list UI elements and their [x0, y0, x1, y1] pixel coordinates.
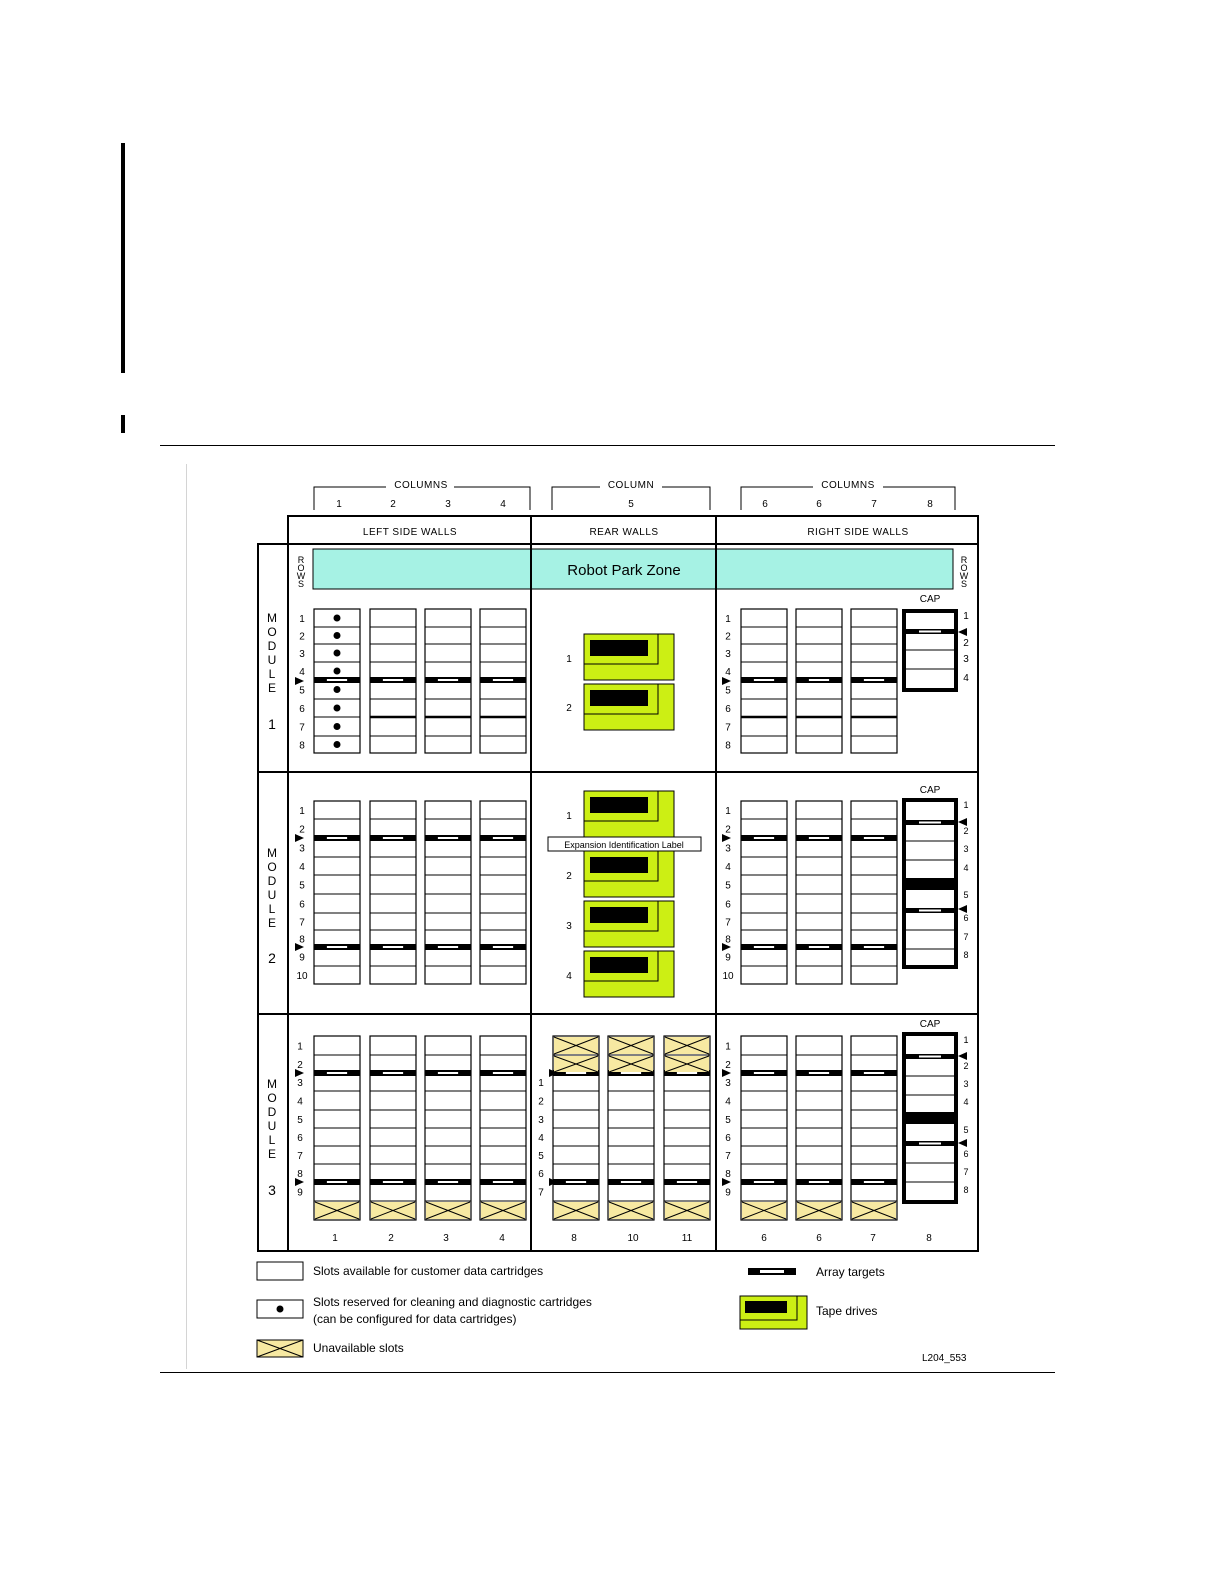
column-group-label: COLUMNS [821, 480, 875, 491]
expansion-label: Expansion Identification Label [564, 840, 684, 850]
row-number: 10 [722, 971, 734, 982]
cap-row-number: 7 [963, 1167, 969, 1177]
row-number: 6 [725, 1133, 731, 1144]
bottom-column-number: 2 [388, 1233, 394, 1244]
rear-row-number: 7 [538, 1187, 544, 1199]
module-label: E [267, 1147, 277, 1161]
array-target-center [919, 1056, 941, 1058]
cap-row-number: 2 [963, 638, 969, 649]
bottom-column-number: 8 [571, 1233, 577, 1244]
cap-row-number: 6 [963, 1149, 969, 1159]
row-number: 9 [725, 952, 731, 964]
bottom-column-number: 3 [443, 1233, 449, 1244]
row-number: 2 [725, 824, 731, 836]
row-number: 5 [725, 880, 731, 892]
wall-header-rear: REAR WALLS [589, 527, 659, 538]
legend-tape-drives-text: Tape drives [816, 1304, 878, 1318]
reserved-slot-dot [334, 668, 341, 675]
module-label: E [267, 681, 277, 695]
row-number: 7 [725, 1151, 731, 1162]
row-number: 3 [297, 1078, 303, 1089]
column-number: 2 [390, 499, 396, 510]
module-label: O [267, 625, 277, 639]
drive-number: 3 [566, 921, 572, 932]
tape-drive-slot [590, 857, 648, 873]
module-label: D [267, 1105, 277, 1119]
module-label: U [267, 888, 277, 902]
row-number: 8 [725, 934, 731, 946]
row-arrow-icon [958, 818, 967, 826]
legend-available-text: Slots available for customer data cartridges [313, 1264, 544, 1278]
reserved-slot-dot [334, 632, 341, 639]
drive-number: 2 [566, 703, 572, 714]
row-number: 2 [297, 1060, 303, 1071]
cap-row-number: 5 [963, 1125, 969, 1135]
row-number: 1 [299, 806, 305, 817]
cap-row-number: 3 [963, 1079, 969, 1089]
array-target-center [754, 837, 774, 839]
array-target-center [809, 1072, 829, 1074]
array-target-center [327, 1072, 347, 1074]
rear-row-number: 2 [538, 1096, 544, 1108]
array-target-center [919, 910, 941, 912]
row-number: 5 [297, 1115, 303, 1126]
column-group-label: COLUMNS [394, 480, 448, 491]
row-arrow-icon [722, 677, 731, 685]
row-number: 1 [725, 1041, 731, 1053]
module-number: 1 [268, 716, 276, 732]
legend-array-targets-text: Array targets [816, 1265, 885, 1279]
array-target-center [327, 679, 347, 681]
array-target-center [493, 946, 513, 948]
reserved-dot-icon [277, 1306, 284, 1313]
array-target-center [493, 1181, 513, 1183]
row-arrow-icon [958, 1052, 967, 1060]
slot-layout [267, 555, 969, 1244]
rear-row-number: 6 [538, 1169, 544, 1180]
array-target-center [919, 822, 941, 824]
slot-column [480, 801, 526, 984]
slot-column [741, 801, 787, 984]
row-number: 7 [299, 917, 305, 929]
reserved-slot-dot [334, 705, 341, 712]
row-number: 8 [725, 740, 731, 752]
drive-number: 2 [566, 871, 572, 882]
rows-label: R [960, 555, 968, 565]
row-number: 5 [725, 1115, 731, 1126]
column-number: 6 [762, 499, 768, 510]
row-number: 10 [296, 971, 308, 982]
cap-label: CAP [919, 594, 941, 605]
module-label: L [268, 902, 276, 916]
rows-label: W [959, 571, 969, 581]
module-label: M [267, 611, 277, 625]
row-number: 6 [297, 1133, 303, 1144]
row-number: 2 [299, 824, 305, 836]
row-number: 9 [297, 1187, 303, 1199]
row-number: 2 [725, 631, 731, 643]
module-number: 2 [268, 950, 276, 966]
row-number: 9 [299, 952, 305, 964]
tape-drive-slot [590, 907, 648, 923]
row-number: 1 [725, 806, 731, 817]
array-target-center [677, 1181, 697, 1183]
array-target-center [754, 1181, 774, 1183]
column-number: 3 [445, 499, 451, 510]
module-label: O [267, 860, 277, 874]
bottom-column-number: 1 [332, 1233, 338, 1244]
row-number: 2 [299, 631, 305, 643]
array-target-center [864, 1181, 884, 1183]
row-number: 5 [299, 685, 305, 697]
row-number: 3 [725, 843, 731, 855]
array-target-center [864, 837, 884, 839]
row-number: 1 [299, 614, 305, 625]
reserved-slot-dot [334, 723, 341, 730]
tape-drive-slot [590, 690, 648, 706]
column-group-left [314, 480, 530, 510]
rear-row-number: 5 [538, 1151, 544, 1162]
cap-row-number: 3 [963, 654, 969, 665]
row-number: 3 [725, 649, 731, 660]
bottom-column-number: 6 [761, 1233, 767, 1244]
row-number: 7 [299, 722, 305, 734]
array-target-center [919, 1143, 941, 1145]
rear-row-number: 1 [538, 1078, 544, 1089]
cap-row-number: 5 [963, 890, 969, 900]
cap-door-divider [904, 878, 956, 890]
array-target-center [438, 1072, 458, 1074]
array-target-center [809, 837, 829, 839]
cap-row-number: 4 [963, 1097, 969, 1107]
module-label: M [267, 846, 277, 860]
array-target-center [327, 837, 347, 839]
array-target-center [493, 837, 513, 839]
reserved-slot-dot [334, 615, 341, 622]
array-target-center [566, 1072, 586, 1074]
legend-available-swatch [257, 1262, 303, 1280]
array-target-center [566, 1181, 586, 1183]
array-target-center [493, 679, 513, 681]
wall-header-left: LEFT SIDE WALLS [362, 527, 458, 538]
bottom-column-number: 4 [499, 1233, 505, 1244]
rows-label: W [296, 571, 306, 581]
rear-row-number: 4 [538, 1133, 544, 1144]
tape-drive-slot [590, 797, 648, 813]
reserved-slot-dot [334, 686, 341, 693]
slot-column [314, 801, 360, 984]
rows-label: S [960, 579, 968, 589]
column-number: 7 [871, 499, 877, 510]
row-number: 6 [725, 899, 731, 911]
module-label: M [267, 1077, 277, 1091]
row-number: 8 [725, 1169, 731, 1180]
cap-row-number: 1 [963, 1035, 969, 1045]
array-target-center [919, 631, 941, 633]
drive-number: 1 [566, 654, 572, 665]
cap-row-number: 6 [963, 913, 969, 923]
module-number: 3 [268, 1182, 276, 1198]
row-number: 3 [299, 649, 305, 660]
array-target-center [327, 1181, 347, 1183]
row-arrow-icon [295, 677, 304, 685]
row-number: 5 [725, 685, 731, 697]
cap-label: CAP [919, 785, 941, 796]
tape-drive-slot [590, 957, 648, 973]
row-number: 8 [299, 934, 305, 946]
row-number: 5 [299, 880, 305, 892]
rows-label: R [297, 555, 305, 565]
row-number: 4 [725, 667, 731, 678]
slot-column [370, 801, 416, 984]
cap-row-number: 7 [963, 932, 969, 942]
column-group-label: COLUMN [607, 480, 655, 491]
row-number: 7 [725, 722, 731, 734]
slot-column [851, 801, 897, 984]
array-target-center [754, 1072, 774, 1074]
module-label: L [268, 1133, 276, 1147]
figure-id: L204_553 [922, 1353, 967, 1364]
row-number: 1 [297, 1041, 303, 1053]
row-number: 4 [725, 1096, 731, 1108]
bottom-column-number: 11 [681, 1233, 693, 1244]
column-number: 5 [628, 499, 634, 510]
reserved-slot-dot [334, 741, 341, 748]
row-arrow-icon [958, 1139, 967, 1147]
row-number: 6 [725, 704, 731, 715]
module-label: O [267, 1091, 277, 1105]
cap-row-number: 2 [963, 1061, 969, 1071]
tape-drive-slot [590, 640, 648, 656]
array-target-center [438, 679, 458, 681]
array-target-center [438, 837, 458, 839]
cap-row-number: 8 [963, 950, 969, 960]
array-target-center [383, 679, 403, 681]
legend [257, 1262, 967, 1364]
row-number: 3 [299, 843, 305, 855]
rows-label: O [960, 563, 968, 573]
reserved-slot-dot [334, 650, 341, 657]
array-target-center [438, 1181, 458, 1183]
row-arrow-icon [958, 905, 967, 913]
row-number: 7 [725, 917, 731, 929]
array-target-center [809, 1181, 829, 1183]
module-label: D [267, 874, 277, 888]
column-group-rear [552, 480, 710, 510]
array-target-center [438, 946, 458, 948]
row-number: 4 [299, 862, 305, 873]
cap-label: CAP [919, 1019, 941, 1030]
drive-number: 1 [566, 811, 572, 822]
array-target-center [809, 946, 829, 948]
column-group-right [741, 480, 955, 510]
row-number: 4 [297, 1096, 303, 1108]
row-number: 1 [725, 614, 731, 625]
cap-row-number: 8 [963, 1185, 969, 1195]
row-number: 4 [725, 862, 731, 873]
module-label: D [267, 639, 277, 653]
rear-row-number: 3 [538, 1115, 544, 1126]
bottom-column-number: 6 [816, 1233, 822, 1244]
array-target-center [677, 1072, 697, 1074]
cap-row-number: 4 [963, 673, 969, 684]
array-target-center [809, 679, 829, 681]
array-target-center [864, 1072, 884, 1074]
slot-column [796, 801, 842, 984]
column-number: 4 [500, 499, 506, 510]
module-label: L [268, 667, 276, 681]
legend-unavailable-text: Unavailable slots [313, 1341, 404, 1355]
module-label: E [267, 916, 277, 930]
row-number: 8 [299, 740, 305, 752]
row-number: 9 [725, 1187, 731, 1199]
rows-label: O [297, 563, 305, 573]
array-target-center [383, 837, 403, 839]
array-target-center [327, 946, 347, 948]
cap-door-divider [904, 1112, 956, 1124]
array-target-center [621, 1072, 641, 1074]
array-target-center [864, 679, 884, 681]
slot-column [425, 801, 471, 984]
array-target-center [621, 1181, 641, 1183]
robot-park-label: Robot Park Zone [567, 562, 681, 579]
rows-label: S [297, 579, 305, 589]
row-number: 6 [299, 704, 305, 715]
array-target-center [383, 1181, 403, 1183]
cap-row-number: 1 [963, 800, 969, 810]
row-number: 6 [299, 899, 305, 911]
array-target-center [383, 946, 403, 948]
legend-reserved-text-2: (can be configured for data cartridges) [313, 1312, 517, 1326]
array-target-center [754, 679, 774, 681]
bottom-column-number: 10 [627, 1233, 639, 1244]
wall-header-right: RIGHT SIDE WALLS [807, 527, 909, 538]
cap-row-number: 4 [963, 863, 969, 873]
drive-number: 4 [566, 971, 572, 982]
row-number: 2 [725, 1060, 731, 1071]
column-number: 6 [816, 499, 822, 510]
legend-reserved-text: Slots reserved for cleaning and diagnostic cartridges [313, 1295, 592, 1309]
row-number: 3 [725, 1078, 731, 1089]
module-label: U [267, 653, 277, 667]
column-number: 1 [336, 499, 342, 510]
column-number: 8 [927, 499, 933, 510]
array-target-center [864, 946, 884, 948]
cap-row-number: 3 [963, 844, 969, 854]
array-target-center [383, 1072, 403, 1074]
module-label: U [267, 1119, 277, 1133]
row-number: 4 [299, 667, 305, 678]
cap-row-number: 2 [963, 826, 969, 836]
row-arrow-icon [958, 628, 967, 636]
row-number: 8 [297, 1169, 303, 1180]
array-target-center [493, 1072, 513, 1074]
row-number: 7 [297, 1151, 303, 1162]
bottom-column-number: 7 [870, 1233, 876, 1244]
array-target-center [754, 946, 774, 948]
cap-row-number: 1 [963, 611, 969, 622]
bottom-column-number: 8 [926, 1233, 932, 1244]
